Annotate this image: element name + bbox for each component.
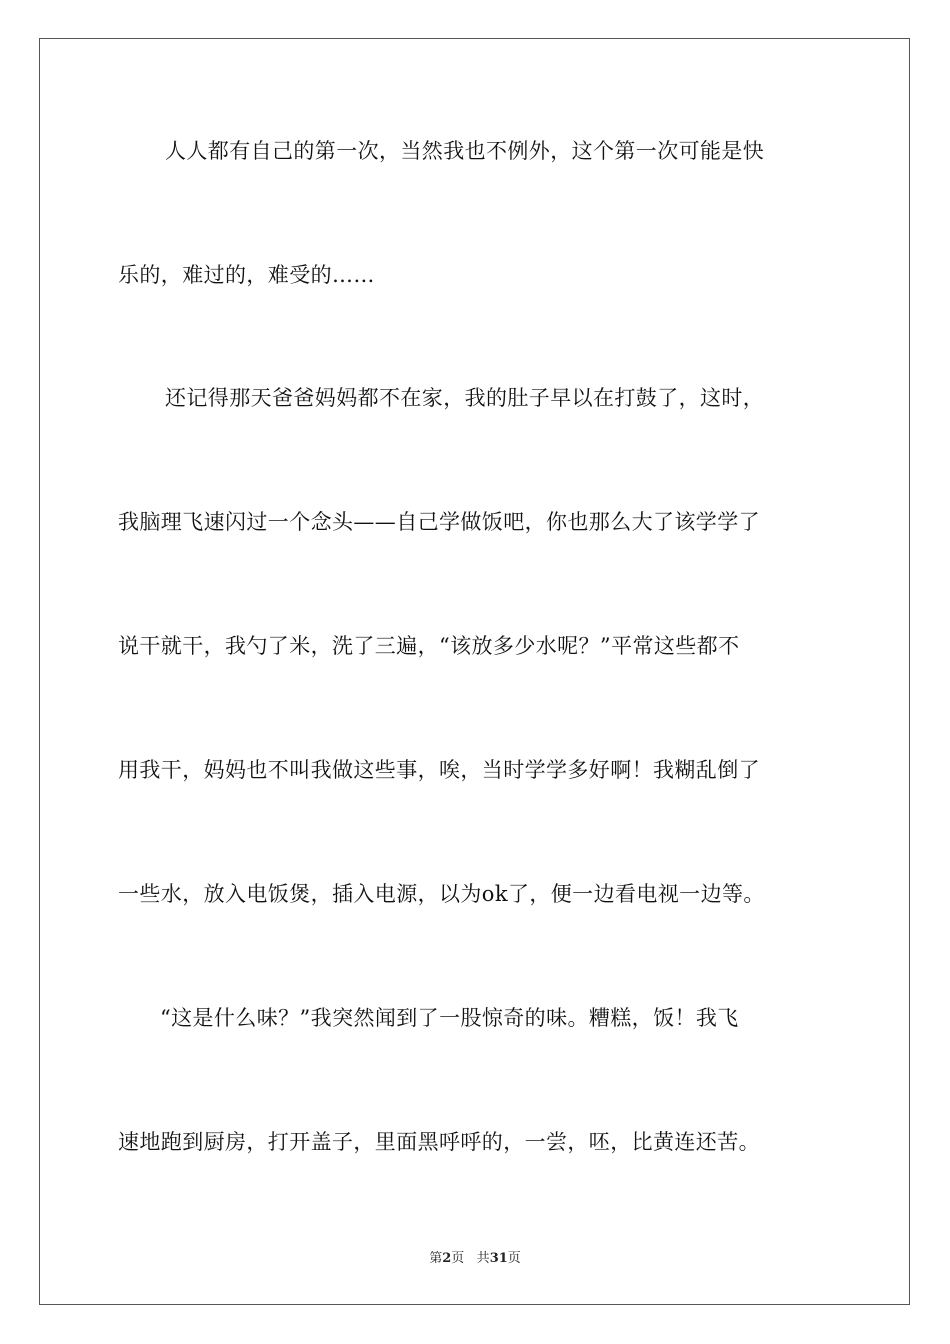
paragraph-3-line-2: 速地跑到厨房，打开盖子，里面黑呼呼的，一尝，呸，比黄连还苦。 (118, 1130, 760, 1154)
paragraph-2-line-4: 用我干，妈妈也不叫我做这些事，唉，当时学学多好啊！我糊乱倒了 (118, 758, 760, 782)
page-frame (39, 38, 910, 1305)
paragraph-2-line-3: 说干就干，我勺了米，洗了三遍，“该放多少水呢？”平常这些都不 (118, 634, 740, 658)
footer-page-number: 2 (442, 1251, 452, 1266)
footer-total-suffix: 页 (507, 1251, 521, 1266)
page-footer (0, 1247, 950, 1266)
footer-page-prefix: 第 (429, 1251, 443, 1266)
paragraph-2-line-2: 我脑理飞速闪过一个念头——自己学做饭吧，你也那么大了该学学了 (118, 510, 760, 534)
footer-total-prefix: 共 (476, 1251, 490, 1266)
paragraph-1-line-1: 人人都有自己的第一次，当然我也不例外，这个第一次可能是快 (165, 139, 765, 163)
footer-page-suffix: 页 (451, 1251, 465, 1266)
paragraph-3-line-1: “这是什么味？”我突然闻到了一股惊奇的味。糟糕，饭！我飞 (160, 1006, 739, 1030)
footer-total-pages: 31 (489, 1251, 508, 1266)
paragraph-2-line-5: 一些水，放入电饭煲，插入电源，以为ok了，便一边看电视一边等。 (118, 882, 765, 906)
paragraph-2-line-1: 还记得那天爸爸妈妈都不在家，我的肚子早以在打鼓了，这时， (165, 386, 765, 410)
paragraph-1-line-2: 乐的，难过的，难受的…… (118, 263, 375, 287)
